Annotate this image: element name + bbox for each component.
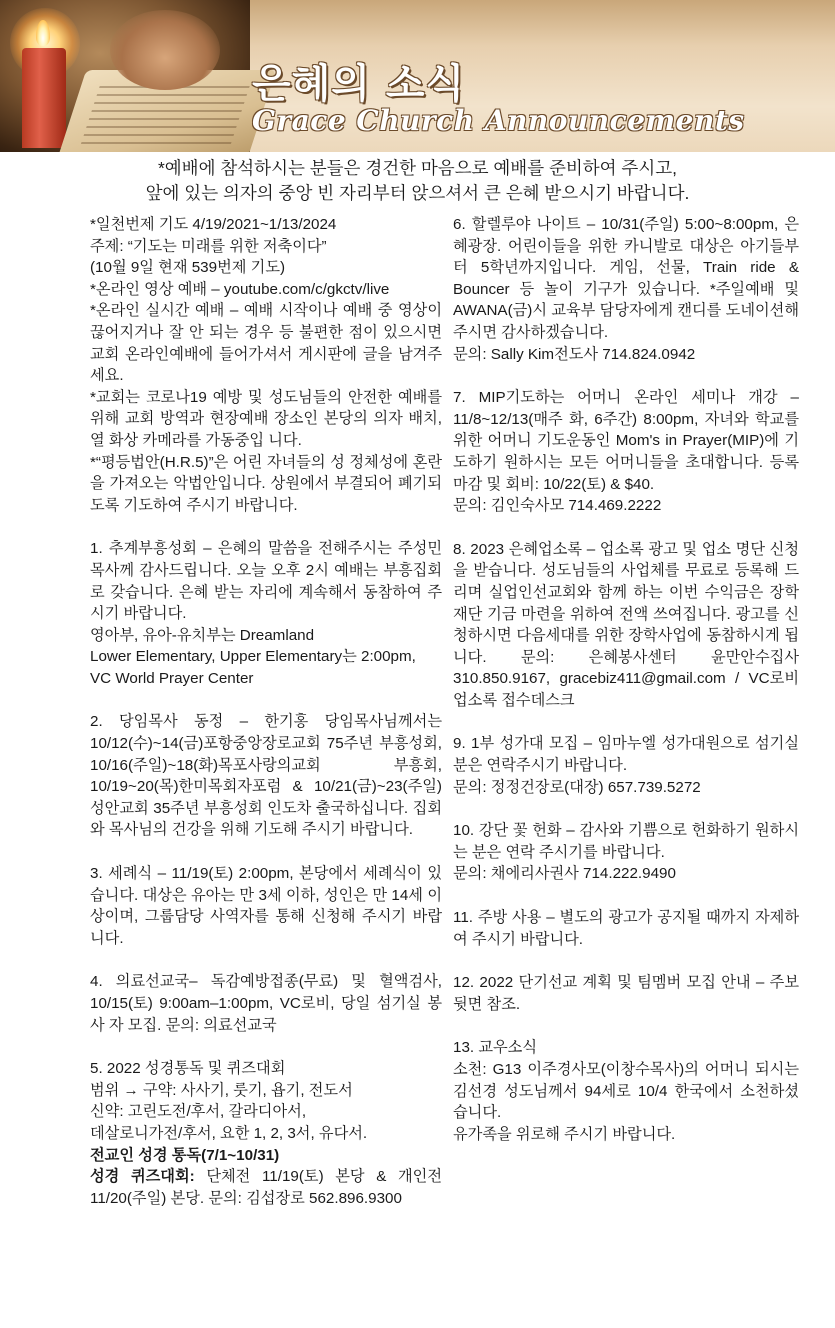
text-line: (10월 9일 현재 539번제 기도) <box>90 259 286 277</box>
text-line: 유가족을 위로해 주시기 바랍니다. <box>453 1125 676 1143</box>
text-line: 영아부, 유아-유치부는 Dreamland <box>90 626 315 644</box>
announcement-12 <box>453 972 799 1015</box>
right-column <box>453 214 799 1167</box>
text-line: 12. 2022 단기선교 계획 및 팀멤버 모집 안내 – 주보 뒷면 참조. <box>453 974 799 1013</box>
bible-text-lines <box>80 86 249 146</box>
text-line: *온라인 실시간 예배 – 예배 시작이나 예배 중 영상이 끊어지거나 잘 안 되는 경우 등 불편한 점이 있으시면 교회 온라인예배에 들어가셔서 게시판에 글을 남겨주세요. <box>90 302 442 385</box>
page-title-english: Grace Church Announcements <box>252 104 745 137</box>
text-line: 소천: G13 이주경사모(이창수목사)의 어머니 되시는 김선경 성도님께서 94세로 10/4 한국에서 소천하셨습니다. <box>453 1061 799 1122</box>
text-line-bold: 전교인 성경 통독(7/1~10/31) <box>90 1146 280 1164</box>
announcement-2 <box>90 711 442 841</box>
text-line: 문의: 김인숙사모 714.469.2222 <box>453 497 662 515</box>
announcement-11 <box>453 907 799 950</box>
flame-icon <box>36 20 50 46</box>
text-line: 신약: 고린도전/후서, 갈라디아서, <box>90 1103 307 1121</box>
candle-icon <box>22 48 66 148</box>
announcement-13 <box>453 1037 799 1145</box>
text-line: 13. 교우소식 <box>453 1039 538 1057</box>
text-line: 4. 의료선교국– 독감예방접종(무료) 및 혈액검사, 10/15(토) 9:00am–1:00pm, VC로비, 당일 섬기실 봉사 자 모집. 문의: 의료선교국 <box>90 973 442 1034</box>
quiz-label: 성경 퀴즈대회: <box>90 1168 195 1186</box>
announcement-3 <box>90 863 442 949</box>
text-line: 9. 1부 성가대 모집 – 임마누엘 성가대원으로 섬기실 분은 연락주시기 바랍니다. <box>453 735 799 775</box>
announcement-8 <box>453 539 799 712</box>
text-line: 문의: Sally Kim전도사 714.824.0942 <box>453 345 696 363</box>
text-line: *일천번제 기도 4/19/2021~1/13/2024 <box>90 216 337 233</box>
announcement-7 <box>453 387 799 517</box>
announcement-9 <box>453 733 799 798</box>
text-line: *“평등법안(H.R.5)”은 어린 자녀들의 성 정체성에 혼란을 가져오는 악법안입니다. 상원에서 부결되어 폐기되도록 기도하여 주시기 바랍니다. <box>90 453 442 514</box>
intro-line-1: *예배에 참석하시는 분들은 경건한 마음으로 예배를 준비하여 주시고, <box>157 158 678 178</box>
announcement-6 <box>453 214 799 365</box>
text-line: VC World Prayer Center <box>90 669 254 687</box>
praying-hands-icon <box>110 10 220 90</box>
text-line: 주제: “기도는 미래를 위한 저축이다” <box>90 237 327 255</box>
text-line: 8. 2023 은혜업소록 – 업소록 광고 및 업소 명단 신청을 받습니다. 성도님들의 사업체를 무료로 등록해 드리며 실업인선교회와 함께 하는 이번 수익금은 장학재단 기금 마련을 위하여 전액 쓰여집니다. 광고를 신청하시면 다음세대를 위한 장학사업에 동참하시게 됩니다. 문의: 은혜봉사센터 윤만안수집사 310.850.9167, gracebiz411@gmail.com / VC로비 업소록 접수데스크 <box>453 540 799 709</box>
text-line: 데살로니가전/후서, 요한 1, 2, 3서, 유다서. <box>90 1124 368 1142</box>
quiz-detail: 단체전 11/19(토) 본당 & 개인전 11/20(주일) 본당. 문의: 김섭장로 562.896.9300 <box>90 1168 442 1207</box>
text-line: 5. 2022 성경통독 및 퀴즈대회 <box>90 1060 286 1078</box>
announcement-general <box>90 214 442 516</box>
candle-bible-photo <box>0 0 250 152</box>
intro-notice <box>0 156 835 206</box>
page-title-korean: 은혜의 소식 <box>252 61 466 107</box>
text-line: 7. MIP기도하는 어머니 온라인 세미나 개강 – 11/8~12/13(매주 화, 6주간) 8:00pm, 자녀와 학교를 위한 어머니 기도운동인 Mom's in Prayer(MIP)에 기도하기 원하시는 모든 어머니들을 초대합니다. 등록마감 및 회비: 10/22(토) & $40. <box>453 389 799 493</box>
text-line: 6. 할렐루야 나이트 – 10/31(주일) 5:00~8:00pm, 은혜광장. 어린이들을 위한 카니발로 대상은 아기들부터 5학년까지입니다. 게임, 선물, Train ride & Bouncer 등 놀이 기구가 있습니다. *주일예배 및 AWANA(금)시 교육부 담당자에게 캔디를 도네이션해주시면 감사하겠습니다. <box>453 216 799 341</box>
text-line: 문의: 정정건장로(대장) 657.739.5272 <box>453 778 701 796</box>
intro-line-2: 앞에 있는 의자의 중앙 빈 자리부터 앉으셔서 큰 은혜 받으시기 바랍니다. <box>145 183 690 203</box>
text-line: *교회는 코로나19 예방 및 성도님들의 안전한 예배를 위해 교회 방역과 현장예배 장소인 본당의 의자 배치, 열 화상 카메라를 가동중입 니다. <box>90 388 442 449</box>
text-line: 11. 주방 사용 – 별도의 광고가 공지될 때까지 자제하여 주시기 바랍니다. <box>453 909 799 948</box>
left-column <box>90 214 442 1231</box>
header-banner <box>0 0 835 152</box>
text-line: 10. 강단 꽃 헌화 – 감사와 기쁨으로 헌화하기 원하시는 분은 연락 주시기를 바랍니다. <box>453 822 799 861</box>
announcement-4 <box>90 971 442 1036</box>
announcement-1 <box>90 538 442 689</box>
text-line: Lower Elementary, Upper Elementary는 2:00pm, <box>90 648 416 666</box>
text-line: 문의: 채에리사권사 714.222.9490 <box>453 865 676 883</box>
text-line: 2. 당임목사 동정 – 한기홍 당임목사님께서는 10/12(수)~14(금)포항중앙장로교회 75주년 부흥성회, 10/16(주일)~18(화)목포사랑의교회 부흥회, 10/19~20(목)한미목회자포럼 & 10/21(금)~23(주일)성안교회 35주년 부흥성회 인도차 출국하십니다. 집회와 목사님의 건강을 위해 기도해 주시기 바랍니다. <box>90 713 442 839</box>
text-line: 범위 → 구약: 사사기, 룻기, 욥기, 전도서 <box>90 1081 353 1099</box>
text-line: 3. 세례식 – 11/19(토) 2:00pm, 본당에서 세례식이 있습니다. 대상은 유아는 만 3세 이하, 성인은 만 14세 이상이며, 그룹담당 사역자를 통해 신청해 주시기 바랍니다. <box>90 865 442 947</box>
announcement-5 <box>90 1058 442 1209</box>
text-line: *온라인 영상 예배 – youtube.com/c/gkctv/live <box>90 280 390 298</box>
text-line <box>90 1166 442 1209</box>
text-line: 1. 추계부흥성회 – 은혜의 말씀을 전해주시는 주성민목사께 감사드립니다. 오늘 오후 2시 예배는 부흥집회로 갖습니다. 은혜 받는 자리에 계속해서 동참하여 주시기 바랍니다. <box>90 540 442 623</box>
announcement-10 <box>453 820 799 885</box>
